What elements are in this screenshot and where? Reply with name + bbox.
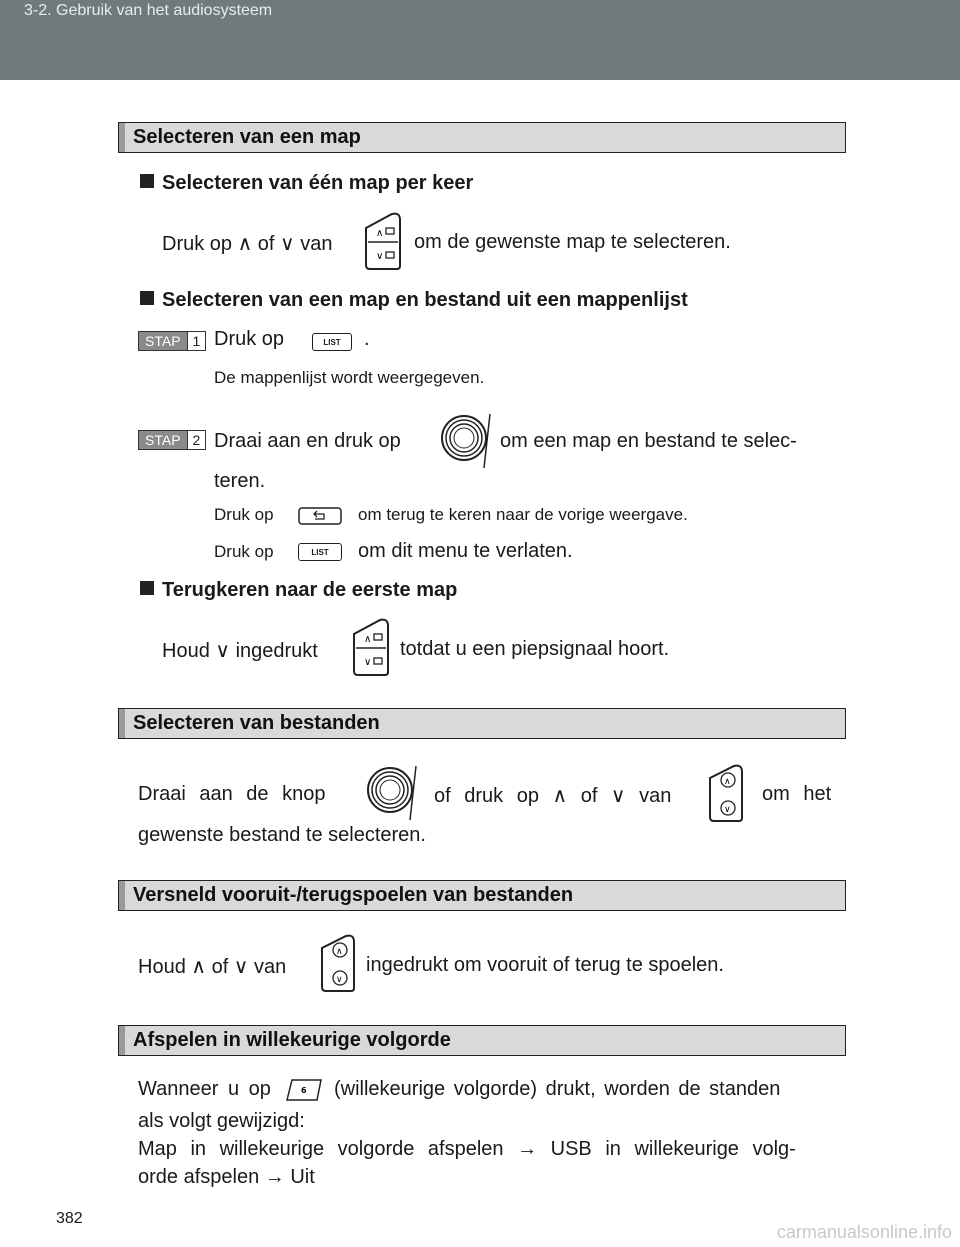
section-title: Versneld vooruit-/terugspoelen van bestanden <box>133 884 574 906</box>
instruction-text: (willekeurige volgorde) drukt, worden de standen <box>334 1078 781 1100</box>
chapter-title: 3-2. Gebruik van het audiosysteem <box>24 2 273 19</box>
section-heading-files <box>118 708 846 739</box>
square-bullet-icon <box>140 581 154 595</box>
svg-text:∧: ∧ <box>364 634 372 645</box>
step-text: Draai aan en druk op <box>214 430 401 452</box>
svg-text:∨: ∨ <box>724 805 731 815</box>
step-text: om een map en bestand te selec- <box>500 430 797 452</box>
section-heading-seek <box>118 880 846 911</box>
square-bullet-icon <box>140 174 154 188</box>
step-note: om terug te keren naar de vorige weergave. <box>358 505 688 524</box>
instruction-text: Houd ∧ of ∨ van <box>138 956 287 978</box>
svg-text:∧: ∧ <box>336 947 343 957</box>
step-note: Druk op <box>214 505 274 524</box>
tune-knob-icon <box>366 764 418 820</box>
instruction-text: Map in willekeurige volgorde afspelen → USB in willekeurige volg- <box>138 1138 796 1160</box>
instruction-text: Draai aan de knop <box>138 783 326 805</box>
section-heading-random <box>118 1025 846 1056</box>
preset-6-button-icon <box>284 1078 324 1102</box>
svg-text:6: 6 <box>301 1086 307 1095</box>
instruction-text: als volgt gewijzigd: <box>138 1110 305 1132</box>
instruction-text: orde afspelen → Uit <box>138 1166 315 1188</box>
subheading-one-folder: Selecteren van één map per keer <box>140 172 473 195</box>
instruction-text: ingedrukt om vooruit of terug te spoelen. <box>366 954 724 976</box>
seek-up-down-switch-icon <box>318 934 358 992</box>
seek-up-down-switch-icon <box>706 764 746 822</box>
svg-text:∧: ∧ <box>376 228 384 239</box>
instruction-text: Wanneer u op <box>138 1078 271 1100</box>
instruction-text: of druk op ∧ of ∨ van <box>434 785 672 807</box>
instruction-text: gewenste bestand te selecteren. <box>138 824 426 846</box>
section-title: Afspelen in willekeurige volgorde <box>133 1029 451 1051</box>
step-note: De mappenlijst wordt weergegeven. <box>214 368 485 387</box>
section-heading-folder <box>118 122 846 153</box>
instruction-text: om het <box>762 783 832 805</box>
instruction-text: totdat u een piepsignaal hoort. <box>400 638 670 660</box>
square-bullet-icon <box>140 291 154 305</box>
page-number: 382 <box>56 1210 83 1227</box>
svg-text:∨: ∨ <box>336 975 343 985</box>
section-title: Selecteren van bestanden <box>133 712 380 734</box>
watermark: carmanualsonline.info <box>776 1222 952 1242</box>
step-note: Druk op <box>214 542 274 561</box>
subheading-folder-list: Selecteren van een map en bestand uit een mappenlijst <box>140 289 688 312</box>
step-text: Druk op <box>214 328 285 350</box>
svg-text:∨: ∨ <box>376 251 384 262</box>
step-note: om dit menu te verlaten. <box>358 540 573 562</box>
back-button-icon <box>298 507 342 525</box>
instruction-text: om de gewenste map te selecteren. <box>414 231 731 253</box>
svg-text:∧: ∧ <box>724 777 731 787</box>
subheading-first-folder: Terugkeren naar de eerste map <box>140 579 457 602</box>
tune-knob-icon <box>440 412 492 468</box>
instruction-text: Houd ∨ ingedrukt <box>162 640 318 662</box>
list-button-icon: LIST <box>298 543 342 561</box>
header-bar <box>0 0 960 80</box>
step-text: . <box>364 328 370 350</box>
instruction-text: Druk op ∧ of ∨ van <box>162 233 333 255</box>
svg-text:∨: ∨ <box>364 657 372 668</box>
folder-up-down-switch-icon <box>362 212 404 270</box>
list-button-icon: LIST <box>312 333 352 351</box>
step-badge-1: STAP 1 <box>138 331 206 351</box>
folder-up-down-switch-icon <box>350 618 392 676</box>
step-text: teren. <box>214 470 266 492</box>
step-badge-2: STAP 2 <box>138 430 206 450</box>
section-title: Selecteren van een map <box>133 126 361 148</box>
